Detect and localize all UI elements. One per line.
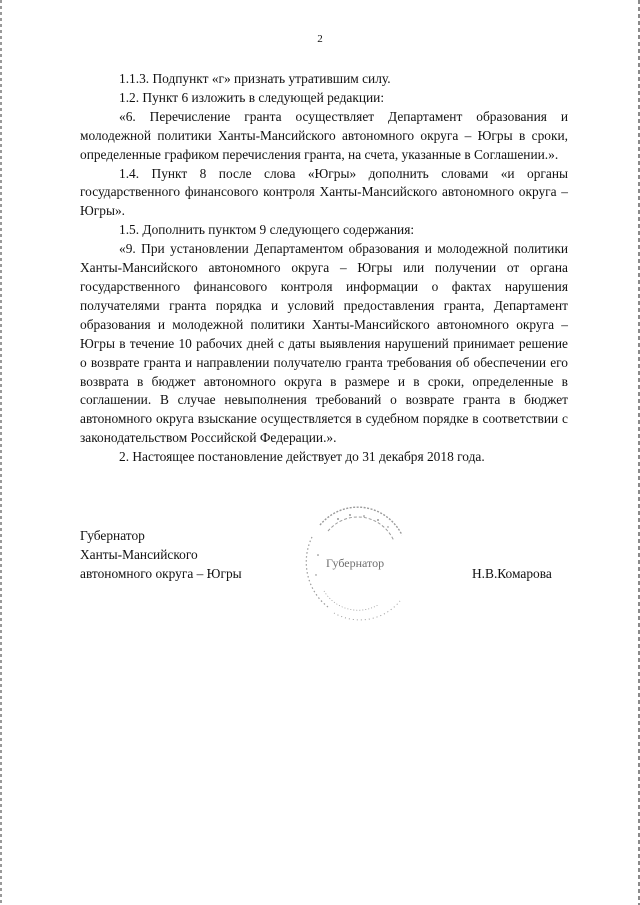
- signatory-title: [80, 527, 242, 584]
- page-number: 2: [317, 33, 323, 45]
- paragraph-1-2: 1.2. Пункт 6 изложить в следующей редакции:: [119, 89, 385, 105]
- signatory-title-line: Ханты-Мансийского: [80, 546, 198, 562]
- signer-name: Н.В.Комарова: [472, 566, 552, 581]
- paragraph-1-5: 1.5. Дополнить пунктом 9 следующего содержания:: [119, 222, 415, 238]
- stamp-text: Губернатор: [326, 556, 385, 570]
- document-body: [80, 70, 568, 467]
- paragraph-item-9-text: «9. При установлении Департаментом образования и молодежной политики Ханты-Мансийского автономного округа – Югры или получении от органа государственного финансового контроля информации о фактах нарушения получателями гранта порядка и условий предоставления гранта, Департамент образования и молодежной политики Ханты-Мансийского автономного округа – Югры в течение 10 рабочих дней с даты выявления нарушений принимает решение о возврате гранта и направлении получателю гранта требования об обеспечении его возврата в бюджет автономного округа в размере и в сроки, определенные в соглашении. В случае невыполнения требований о возврате гранта в бюджет автономного округа взыскание осуществляется в судебном порядке в соответствии с законодательством Российской Федерации.».: [80, 241, 568, 446]
- paragraph-item-6-text: «6. Перечисление гранта осуществляет Департамент образования и молодежной политики Ханты-Мансийского автономного округа – Югры в сроки, определенные графиком перечисления гранта, на счета, указанные в Соглашении.».: [80, 108, 568, 162]
- paragraph-2: 2. Настоящее постановление действует до 31 декабря 2018 года.: [119, 449, 485, 465]
- official-stamp: [298, 495, 416, 625]
- paragraph-1-4: 1.4. Пункт 8 после слова «Югры» дополнить словами «и органы государственного финансового контроля Ханты-Мансийского автономного округа – Югры».: [80, 165, 568, 219]
- scan-edge-left: [0, 0, 2, 905]
- signatory-title-line: автономного округа – Югры: [80, 565, 242, 581]
- signatory-title-line: Губернатор: [80, 528, 145, 543]
- paragraph-1-1-3: 1.1.3. Подпункт «г» признать утратившим силу.: [119, 71, 391, 86]
